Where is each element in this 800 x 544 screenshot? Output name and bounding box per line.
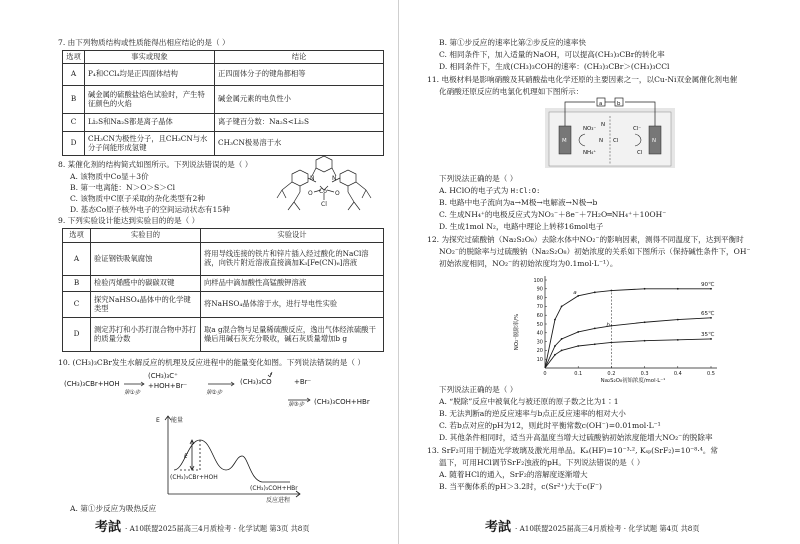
mech-step3-label: 第③步 bbox=[288, 402, 305, 408]
chart-point bbox=[677, 339, 679, 341]
chart-point bbox=[644, 340, 646, 342]
chart-y-tick-label: 60 bbox=[536, 313, 543, 319]
energy-x-axis-label: 反应进程 bbox=[266, 497, 291, 504]
cell-chloride: Cl⁻ bbox=[633, 126, 642, 132]
chart-point bbox=[611, 342, 613, 344]
publisher-logo: 考試 bbox=[485, 520, 512, 536]
mech-intermediate1: (CH₃)₃C⁺ bbox=[148, 372, 178, 380]
chart-annotation: b bbox=[606, 322, 610, 329]
q11-prompt: 下列说法正确的是（ ） bbox=[439, 174, 518, 183]
q8-molecule-diagram bbox=[272, 152, 377, 218]
q10-mechanism bbox=[62, 368, 392, 412]
q8-option-a: A. 该物质中Co显＋3价 bbox=[70, 172, 149, 181]
q7-cell: C bbox=[63, 114, 85, 132]
chart-y-axis-label: NO₂⁻脱除率/% bbox=[514, 313, 520, 351]
energy-axis-e: E bbox=[156, 417, 160, 424]
energy-end-label: (CH₃)₃COH+HBr bbox=[250, 485, 298, 492]
q7-table bbox=[62, 50, 384, 156]
chart-series-line bbox=[545, 318, 711, 368]
q12-option-c: C. 若b点对应的pH为12，则此时平衡常数c(OH⁻)=0.01mol·L⁻¹ bbox=[439, 421, 661, 430]
chart-point bbox=[594, 291, 596, 293]
right-page bbox=[405, 0, 800, 544]
q12-stem-line2: NO₂⁻的脱除率与过硫酸钠（Na₂S₂O₈）初始浓度的关系如下图所示（保持碱性条件下，OH⁻ bbox=[439, 247, 751, 256]
q8-option-b: B. 第一电离能：N＞O＞S＞Cl bbox=[70, 183, 176, 192]
chart-x-tick-label: 0.2 bbox=[607, 371, 616, 377]
chart-point bbox=[577, 331, 579, 333]
cell-nitrogen: N bbox=[601, 122, 606, 128]
q9-cell: 验证钢铁吸氧腐蚀 bbox=[91, 243, 201, 276]
mech-start: (CH₃)₃CBr+HOH bbox=[64, 380, 120, 388]
mech-intermediate2-rest: +Br⁻ bbox=[294, 378, 312, 386]
cell-n-mid: N bbox=[599, 138, 604, 144]
q13-option-a: A. 随着HCl的通入，SrF₂的溶解度逐渐增大 bbox=[439, 470, 588, 479]
q11-option-a bbox=[439, 186, 540, 196]
q8-option-d: D. 基态Co原子核外电子的空间运动状态有15种 bbox=[70, 205, 230, 214]
energy-delta-e: E bbox=[184, 453, 188, 460]
hclo-electron-formula: H:Cl:O: bbox=[510, 187, 541, 195]
q9-cell: 将NaHSO₄晶体溶于水，进行导电性实验 bbox=[201, 292, 384, 318]
chart-point bbox=[554, 319, 556, 321]
chart-y-tick-label: 90 bbox=[536, 286, 543, 293]
q11-stem-line2: 化硝酸还原反应的电氯化机理如下图所示： bbox=[439, 87, 584, 96]
chart-point bbox=[710, 317, 712, 319]
q12-option-a: A. “脱除”反应中被氧化与被还原的原子数之比为1∶1 bbox=[439, 397, 619, 406]
q8-stem: 8. 某催化剂的结构简式如图所示。下列说法错误的是（ ） bbox=[58, 160, 253, 169]
chart-point bbox=[561, 306, 563, 308]
q7-header-fact: 事实或现象 bbox=[85, 51, 215, 64]
chart-y-tick-label: 30 bbox=[536, 339, 543, 346]
q12-prompt: 下列说法正确的是（ ） bbox=[439, 385, 518, 394]
mech-step2-label: 第②步 bbox=[206, 390, 223, 396]
q7-cell: Li₂S和Na₂S都是离子晶体 bbox=[85, 114, 215, 132]
q12-stem-line3: 初始浓度相同，NO₂⁻的初始浓度均为0.1mol·L⁻¹）。 bbox=[439, 259, 618, 268]
q9-cell: 测定苏打和小苏打混合物中苏打的质量分数 bbox=[91, 318, 201, 352]
chart-y-tick-label: 80 bbox=[536, 295, 543, 302]
q13-stem-line1: 13. SrF₂可用于制造光学玻璃及激光用单品。Kₐ(HF)=10⁻³·², Kₛₚ(SrF₂)=10⁻⁸·⁴。常 bbox=[427, 446, 718, 455]
chart-y-tick-label: 70 bbox=[536, 304, 543, 311]
molecule-atom-label: Co bbox=[319, 188, 327, 195]
mech-end: (CH₃)₃COH+HBr bbox=[314, 398, 370, 406]
chart-point bbox=[577, 345, 579, 347]
mech-intermediate1-rest: +HOH+Br⁻ bbox=[148, 382, 188, 390]
chart-y-tick-label: 100 bbox=[533, 277, 543, 284]
q12-chart bbox=[515, 272, 725, 384]
molecule-atom-label: O bbox=[335, 190, 340, 197]
chart-y-tick-label: 50 bbox=[536, 321, 543, 328]
q11-option-b: B. 电路中电子流向为a→M极→电解液→N极→b bbox=[439, 198, 598, 207]
cell-electrode-m: M bbox=[562, 138, 567, 144]
q7-cell: 正四面体分子的键角都相等 bbox=[215, 64, 384, 86]
chart-point bbox=[554, 354, 556, 356]
chart-series-line bbox=[545, 289, 711, 368]
q9-cell: 取a g混合物与足量稀硫酸反应，逸出气体经浓硫酸干燥后用碱石灰充分吸收，碱石灰质量增加b g bbox=[201, 318, 384, 352]
chart-point bbox=[644, 321, 646, 323]
chart-x-tick-label: 0 bbox=[543, 371, 547, 377]
q7-cell: P₄和CCl₄均是正四面体结构 bbox=[85, 64, 215, 86]
q7-cell: 碱金属的硫酸盐焰色试验时，产生特征颜色的火焰 bbox=[85, 86, 215, 114]
q7-cell: CH₃CN极易溶于水 bbox=[215, 132, 384, 156]
q7-header-option: 选项 bbox=[63, 51, 85, 64]
q10-option-c: C. 相同条件下，加入适量的NaOH，可以提高(CH₃)₃CBr的转化率 bbox=[439, 50, 665, 59]
q7-stem: 7. 由下列物质结构或性质能得出相应结论的是（ ） bbox=[58, 38, 230, 47]
q9-header-option: 选项 bbox=[63, 229, 91, 243]
q7-cell: 离子键百分数：Na₂S<Li₂S bbox=[215, 114, 384, 132]
q13-stem-line2: 温下，可用HCl调节SrF₂浊液的pH。下列说法错误的是（ ） bbox=[439, 458, 645, 467]
publisher-logo: 考試 bbox=[95, 520, 122, 536]
chart-point bbox=[677, 319, 679, 321]
chart-point bbox=[710, 338, 712, 340]
q7-cell: 碱金属元素的电负性小 bbox=[215, 86, 384, 114]
q7-cell: A bbox=[63, 64, 85, 86]
cell-nitrate: NO₃⁻ bbox=[583, 126, 597, 132]
cell-ammonium: NH₄⁺ bbox=[583, 150, 597, 156]
mech-intermediate2: (CH₃)₃CO bbox=[240, 378, 272, 386]
q9-header-design: 实验设计 bbox=[201, 229, 384, 243]
q7-header-conclusion: 结论 bbox=[215, 51, 384, 64]
q12-stem-line1: 12. 为探究过硫酸钠（Na₂S₂O₈）去除水体中NO₂⁻的影响因素，测得不同温度下，达到平衡时 bbox=[427, 235, 744, 244]
chart-y-tick-label: 10 bbox=[536, 357, 543, 363]
q13-option-b: B. 当平衡体系的pH＞3.2时，c(Sr²⁺)大于c(F⁻) bbox=[439, 482, 603, 491]
right-footer-text: · A10联盟2025届高三4月质检考 · 化学试题 第4页 共8页 bbox=[515, 524, 700, 534]
chart-point bbox=[611, 290, 613, 292]
chart-point bbox=[611, 325, 613, 327]
chart-series-label: 35℃ bbox=[701, 331, 715, 338]
q9-cell: C bbox=[63, 292, 91, 318]
chart-point bbox=[677, 288, 679, 290]
q11-option-a-text: A. HClO的电子式为 bbox=[439, 186, 509, 195]
q9-cell: D bbox=[63, 318, 91, 352]
chart-x-tick-label: 0.1 bbox=[574, 371, 583, 377]
energy-start-label: (CH₃)₃CBr+HOH bbox=[170, 474, 218, 481]
q8-option-c: C. 该物质中C原子采取的杂化类型有2种 bbox=[70, 194, 205, 203]
molecule-atom-label: Cl bbox=[321, 201, 327, 208]
cell-power-b: b bbox=[617, 101, 621, 107]
cell-cl-mid: Cl bbox=[613, 138, 619, 144]
q9-cell: 向样品中滴加酸性高锰酸钾溶液 bbox=[201, 276, 384, 292]
q7-cell: CH₃CN为极性分子，且CH₃CN与水分子间能形成氢键 bbox=[85, 132, 215, 156]
chart-point bbox=[710, 288, 712, 290]
q12-option-b: B. 无法判断a的逆反应速率与b点正反应速率的相对大小 bbox=[439, 409, 626, 418]
chart-point bbox=[561, 338, 563, 340]
chart-point bbox=[561, 350, 563, 352]
cell-electrode-n: N bbox=[652, 138, 657, 144]
q11-option-c: C. 生成NH₄⁺的电极反应式为NO₃⁻＋8e⁻＋7H₂O═NH₄⁺＋10OH⁻ bbox=[439, 210, 667, 219]
q7-cell: D bbox=[63, 132, 85, 156]
chart-y-tick-label: 20 bbox=[536, 348, 543, 355]
q9-cell: 检验丙烯醛中的碳碳双键 bbox=[91, 276, 201, 292]
chart-point bbox=[577, 295, 579, 297]
chart-series-label: 90℃ bbox=[701, 281, 715, 288]
chart-series-line bbox=[545, 339, 711, 368]
mech-step1-label: 第①步 bbox=[124, 390, 141, 396]
chart-point bbox=[554, 345, 556, 347]
q10-option-d: D. 相同条件下，生成(CH₃)₃COH的速率：(CH₃)₃CBr＞(CH₃)₃CCl bbox=[439, 62, 670, 71]
q9-cell: 将用导线连接的铁片和锌片插入经过酸化的NaCl溶液，向铁片附近溶液直接滴加K₃[Fe(CN)₆]溶液 bbox=[201, 243, 384, 276]
right-footer bbox=[485, 520, 700, 536]
chart-x-tick-label: 0.3 bbox=[640, 371, 649, 377]
left-footer-text: · A10联盟2025届高三4月质检考 · 化学试题 第3页 共8页 bbox=[125, 524, 310, 534]
chart-series-label: 65℃ bbox=[701, 310, 715, 317]
q9-stem: 9. 下列实验设计能达到实验目的的是（ ） bbox=[58, 216, 200, 225]
chart-annotation: a bbox=[573, 289, 577, 296]
molecule-atom-label: O bbox=[308, 190, 313, 197]
chart-point bbox=[644, 288, 646, 290]
chart-x-tick-label: 0.4 bbox=[673, 371, 682, 377]
q10-stem: 10. (CH₃)₃CBr发生水解反应的机理及反应进程中的能量变化如图。下列说法错误的是（ ） bbox=[58, 358, 365, 367]
q10-option-a: A. 第①步反应为吸热反应 bbox=[70, 504, 157, 513]
chart-x-axis-label: Na₂S₂O₈初始浓度/mol·L⁻¹ bbox=[600, 378, 666, 384]
page-gutter bbox=[398, 0, 399, 544]
q9-table bbox=[62, 228, 384, 352]
q11-stem-line1: 11. 电极材料是影响硝酸及其硝酸盐电化学还原的主要因素之一，以Cu-Ni双金属催化剂电催 bbox=[427, 75, 738, 84]
chart-point bbox=[594, 328, 596, 330]
cell-power-a: a bbox=[599, 101, 603, 107]
q9-header-purpose: 实验目的 bbox=[91, 229, 201, 243]
q10-option-b: B. 第①步反应的速率比第②步反应的速率快 bbox=[439, 38, 587, 47]
q7-cell: B bbox=[63, 86, 85, 114]
molecule-atom-label: N bbox=[332, 175, 337, 182]
chart-point bbox=[594, 343, 596, 345]
energy-axis-label: 能量 bbox=[171, 417, 184, 424]
left-footer bbox=[95, 520, 310, 536]
chart-y-tick-label: 40 bbox=[536, 330, 543, 337]
q11-option-d: D. 生成1mol N₂，电路中理论上转移16mol电子 bbox=[439, 222, 604, 231]
left-page bbox=[0, 0, 395, 544]
chart-x-tick-label: 0.5 bbox=[707, 371, 715, 377]
q12-option-d: D. 其他条件相同时，适当升高温度当增大过硫酸钠初始浓度能增大NO₂⁻的脱除率 bbox=[439, 433, 713, 442]
molecule-atom-label: N bbox=[310, 175, 315, 182]
q10-energy-diagram bbox=[150, 410, 320, 502]
q9-cell: B bbox=[63, 276, 91, 292]
q9-cell: A bbox=[63, 243, 91, 276]
q11-electrolysis-cell bbox=[545, 96, 675, 168]
q9-cell: 探究NaHSO₄晶体中的化学键类型 bbox=[91, 292, 201, 318]
cell-chlorine: Cl bbox=[637, 150, 643, 156]
